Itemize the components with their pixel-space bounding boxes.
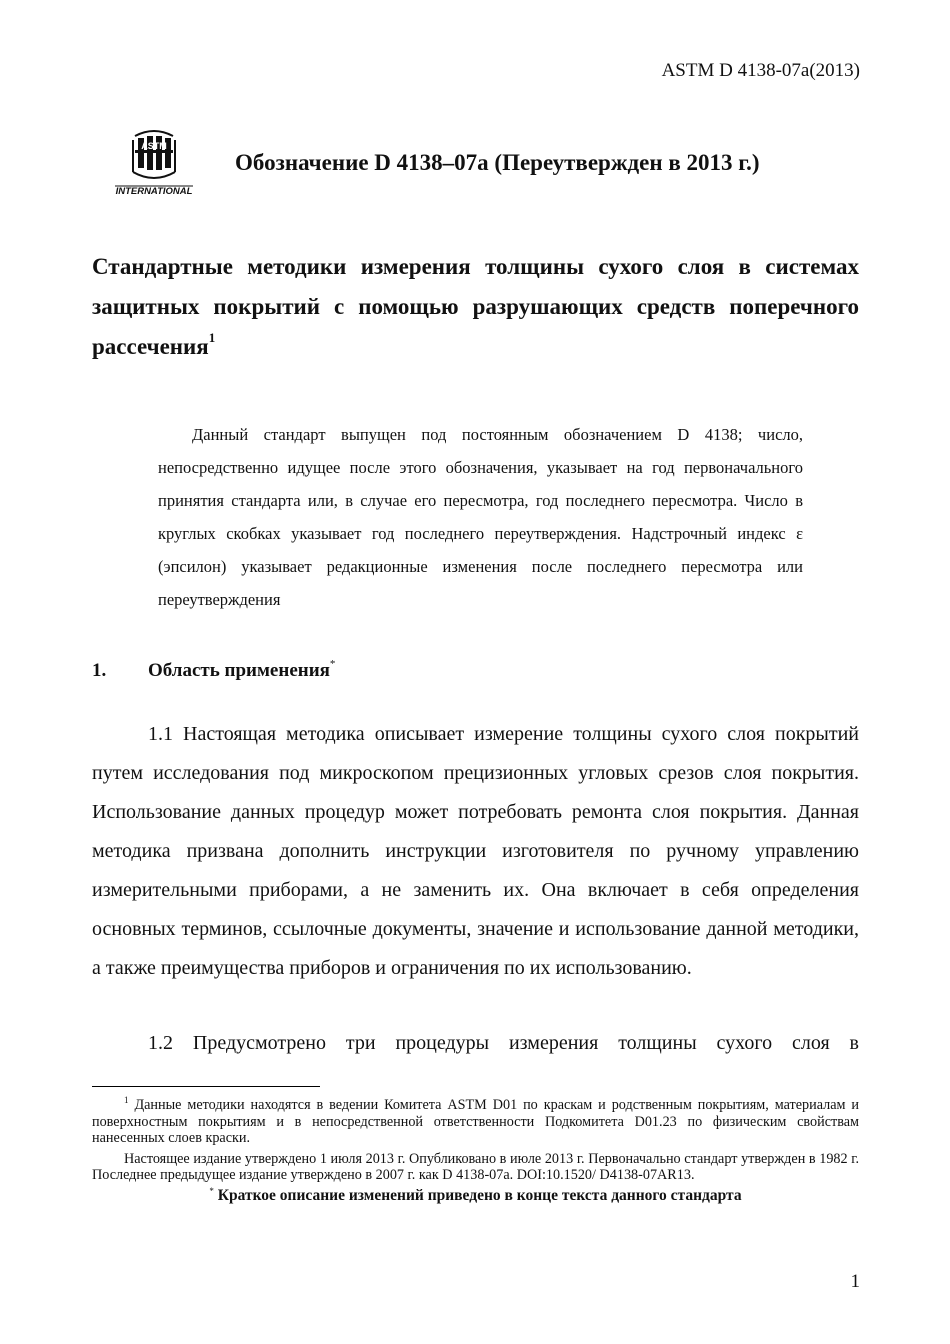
footnote-1-marker: 1 (124, 1095, 129, 1105)
footnote-star (92, 1185, 859, 1205)
designation-heading: Обозначение D 4138–07a (Переутвержден в 2013 г.) (235, 150, 760, 175)
standard-notice: Данный стандарт выпущен под постоянным обозначением D 4138; число, непосредственно идущее после этого обозначения, указывает на год первоначального принятия стандарта или, в случае его пересмотра, год последнего пересмотра. Число в круглых скобках указывает год последнего переутверждения. Надстрочный индекс ε (эпсилон) указывает редакционные изменения после последнего пересмотра или переутверждения (158, 425, 803, 609)
document-title (92, 247, 859, 367)
title-text: Стандартные методики измерения толщины сухого слоя в системах защитных покрытий с помощью разрушающих средств поперечного рассечения (92, 254, 859, 359)
document-code: ASTM D 4138-07a(2013) (661, 60, 860, 81)
footnote-star-text: Краткое описание изменений приведено в конце текста данного стандарта (217, 1186, 742, 1204)
page-number: 1 (850, 1271, 860, 1292)
paragraph-1-2: 1.2 Предусмотрено три процедуры измерения толщины сухого слоя в (148, 1032, 859, 1054)
footnote-1 (92, 1097, 859, 1147)
section-number: 1. (92, 660, 107, 681)
section-1-heading (92, 660, 335, 682)
footnote-1-text: Данные методики находятся в ведении Комитета ASTM D01 по краскам и родственным покрытиям, материалам и поверхностным покрытиям и в непосредственной ответственности Подкомитета D01.23 по физическим свойствам нанесенных слоев краски. (92, 1097, 859, 1146)
section-marker: * (329, 658, 336, 670)
paragraph-1-1: 1.1 Настоящая методика описывает измерение толщины сухого слоя покрытий путем исследования под микроскопом прецизионных угловых срезов слоя покрытия. Использование данных процедур может потребовать ремонта слоя покрытия. Данная методика призвана дополнить инструкции изготовителя по ручному управлению измерительными приборами, а не заменить их. Она включает в себя определения основных терминов, ссылочные документы, значение и использование данной методики, а также преимущества приборов и ограничения по их использованию. (92, 723, 859, 979)
footnotes (92, 1097, 859, 1204)
logo-bottom-text: INTERNATIONAL (115, 186, 193, 197)
astm-logo-icon (111, 128, 197, 198)
footnote-edition: Настоящее издание утверждено 1 июля 2013 г. Опубликовано в июле 2013 г. Первоначально стандарт утвержден в 1982 г. Последнее предыдущее издание утверждено в 2007 г. как D 4138-07a. DOI:10.1520/ D4138-07AR13. (92, 1150, 859, 1183)
footnote-divider (92, 1086, 320, 1087)
logo-top-text: ASTM (141, 141, 167, 151)
section-title: Область применения (148, 660, 330, 681)
title-footnote-ref: 1 (208, 330, 216, 345)
footnote-star-marker: * (209, 1185, 214, 1196)
